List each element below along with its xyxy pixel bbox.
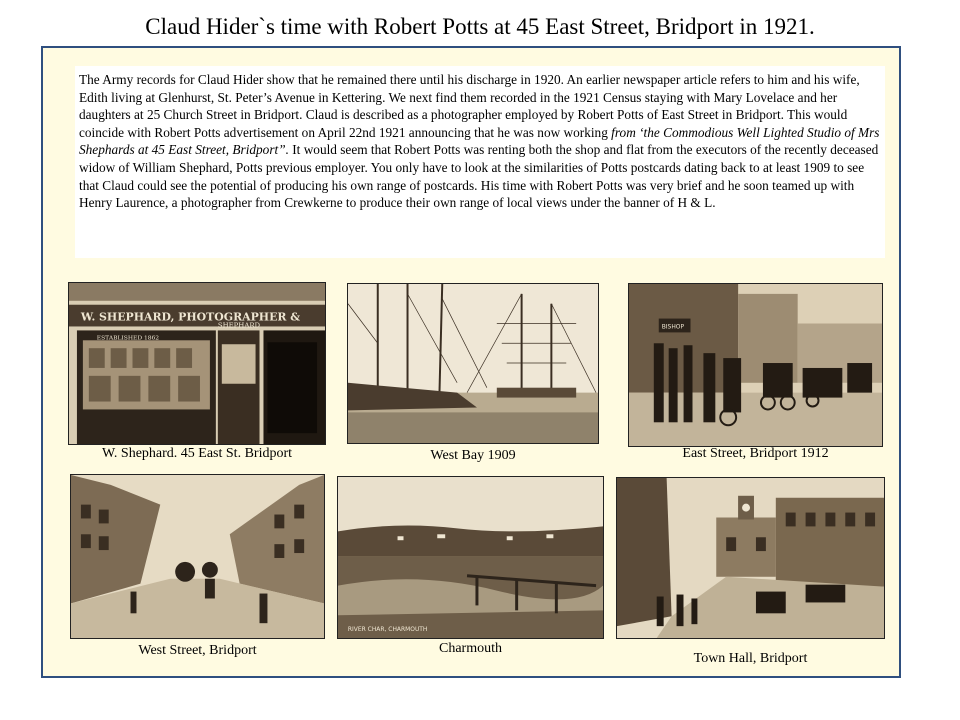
article-quote: from ‘the Commodious Well Lighted Studio of Mrs Shephards at 45 East Street, Bridport”. [79, 124, 880, 158]
charmouth-inscription: RIVER CHAR, CHARMOUTH [347, 626, 428, 634]
photo-shephard-shop [68, 282, 326, 445]
article-text-part-2: It would seem that Robert Potts was renting both the shop and flat from the executors of the recently deceased widow of William Shephard, Potts previous employer. You only have to look at the similarities of Potts postcards dating back to at least 1909 to see that Claud could see the potential of producing his own range of postcards. His time with Robert Potts was very brief and he soon teamed up with Henry Laurence, a photographer from Crewkerne to produce their own range of local views under the banner of H & L. [79, 142, 879, 211]
caption-shephard: W. Shephard. 45 East St. Bridport [101, 446, 293, 461]
shop-established-text: ESTABLISHED 1862 [96, 334, 160, 342]
shop-side-sign-text: SHEPHARD [217, 321, 261, 330]
photo-west-street [70, 474, 325, 639]
photo-east-street [628, 283, 883, 447]
article-text-part-1: The Army records for Claud Hider show that he remained there until his discharge in 1920. An earlier newspaper article refers to him and his wife, Edith living at Glenhurst, St. Peter’s Avenue in Kettering. We next find them recorded in the 1921 Census staying with Mary Lovelace and her daughters at 25 Church Street in Bridport. Claud is described as a photographer employed by Robert Potts of East Street in Bridport. This would coincide with Robert Potts advertisement on April 22nd 1921 announcing that he was now working [79, 72, 860, 140]
article-text [75, 66, 885, 258]
page-title: Claud Hider`s time with Robert Potts at 45 East Street, Bridport in 1921. [145, 14, 815, 39]
photo-town-hall [616, 477, 885, 639]
photo-charmouth [337, 476, 604, 639]
shop-sign-text: W. SHEPHARD, PHOTOGRAPHER & [80, 310, 301, 324]
caption-east-street: East Street, Bridport 1912 [682, 446, 829, 461]
caption-charmouth: Charmouth [439, 641, 502, 656]
caption-west-bay: West Bay 1909 [430, 448, 516, 463]
caption-town-hall: Town Hall, Bridport [693, 651, 808, 666]
photo-west-bay [347, 283, 599, 444]
east-street-sign-text: BISHOP [661, 323, 685, 331]
caption-west-street: West Street, Bridport [138, 643, 257, 658]
